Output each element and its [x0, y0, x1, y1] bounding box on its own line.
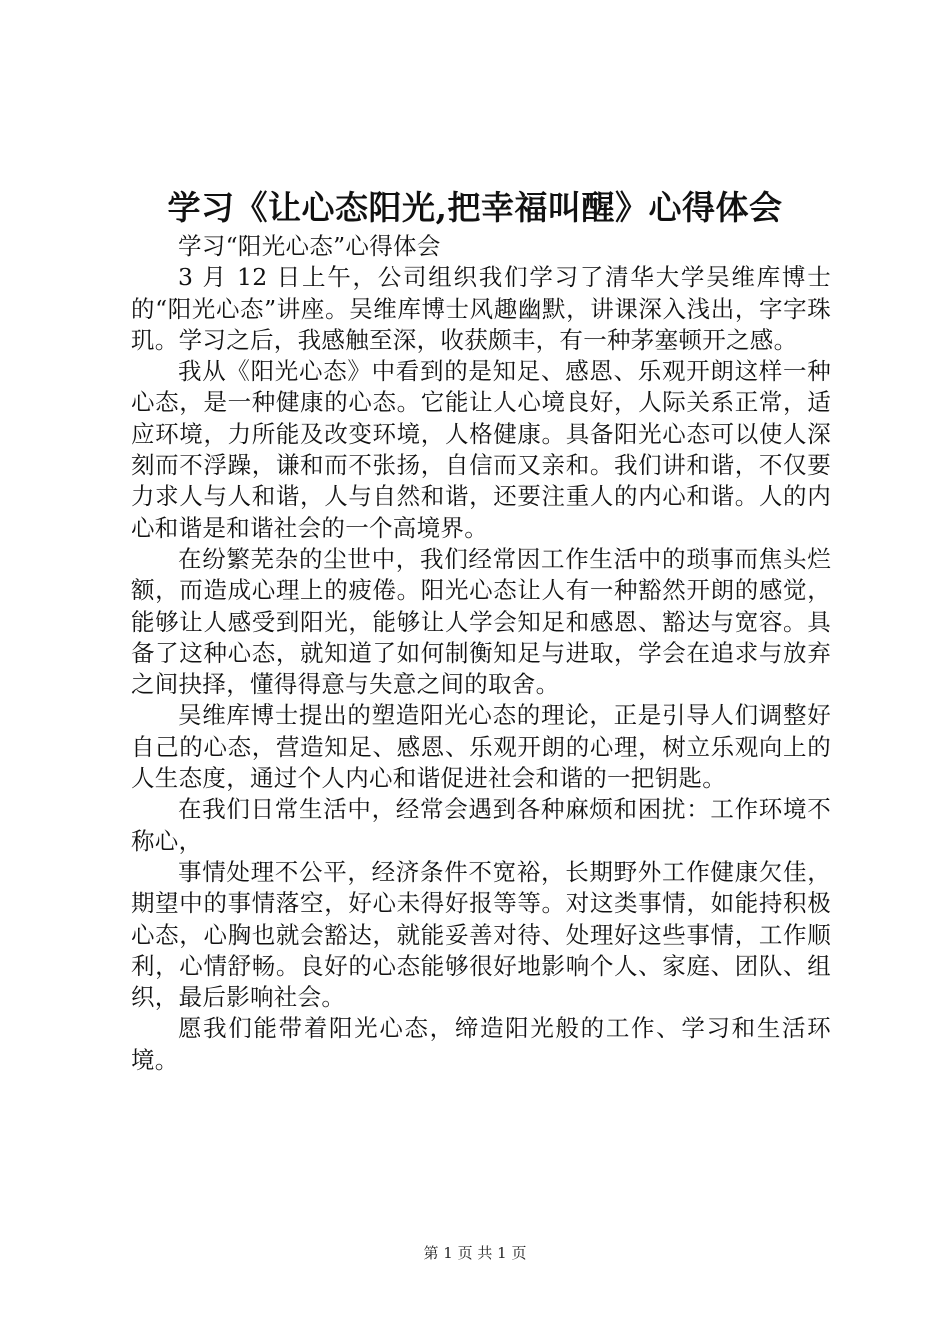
document-body [131, 231, 831, 1076]
paragraph: 3 月 12 日上午，公司组织我们学习了清华大学吴维库博士的“阳光心态”讲座。吴维库博士风趣幽默，讲课深入浅出，字字珠玑。学习之后，我感触至深，收获颇丰，有一种茅塞顿开之感。 [131, 263, 831, 354]
paragraph: 我从《阳光心态》中看到的是知足、感恩、乐观开朗这样一种心态，是一种健康的心态。它能让人心境良好，人际关系正常，适应环境，力所能及改变环境，人格健康。具备阳光心态可以使人深刻而不浮躁，谦和而不张扬，自信而又亲和。我们讲和谐，不仅要力求人与人和谐，人与自然和谐，还要注重人的内心和谐。人的内心和谐是和谐社会的一个高境界。 [131, 357, 831, 542]
page-title: 学习《让心态阳光,把幸福叫醒》心得体会 [167, 188, 783, 227]
paragraph: 在纷繁芜杂的尘世中，我们经常因工作生活中的琐事而焦头烂额，而造成心理上的疲倦。阳光心态让人有一种豁然开朗的感觉，能够让人感受到阳光，能够让人学会知足和感恩、豁达与宽容。具备了这种心态，就知道了如何制衡知足与进取，学会在追求与放弃之间抉择，懂得得意与失意之间的取舍。 [131, 544, 831, 699]
paragraph: 愿我们能带着阳光心态，缔造阳光般的工作、学习和生活环境。 [131, 1014, 831, 1074]
paragraph: 吴维库博士提出的塑造阳光心态的理论，正是引导人们调整好自己的心态，营造知足、感恩、乐观开朗的心理，树立乐观向上的人生态度，通过个人内心和谐促进社会和谐的一把钥匙。 [131, 701, 831, 793]
page-footer: 第 1 页 共 1 页 [423, 1244, 527, 1262]
paragraph: 在我们日常生活中，经常会遇到各种麻烦和困扰：工作环境不称心， [131, 795, 831, 855]
paragraph: 事情处理不公平，经济条件不宽裕，长期野外工作健康欠佳，期望中的事情落空，好心未得好报等等。对这类事情，如能持积极心态，心胸也就会豁达，就能妥善对待、处理好这些事情，工作顺利，心情舒畅。良好的心态能够很好地影响个人、家庭、团队、组织，最后影响社会。 [131, 857, 831, 1012]
subtitle-paragraph: 学习“阳光心态”心得体会 [178, 232, 441, 260]
